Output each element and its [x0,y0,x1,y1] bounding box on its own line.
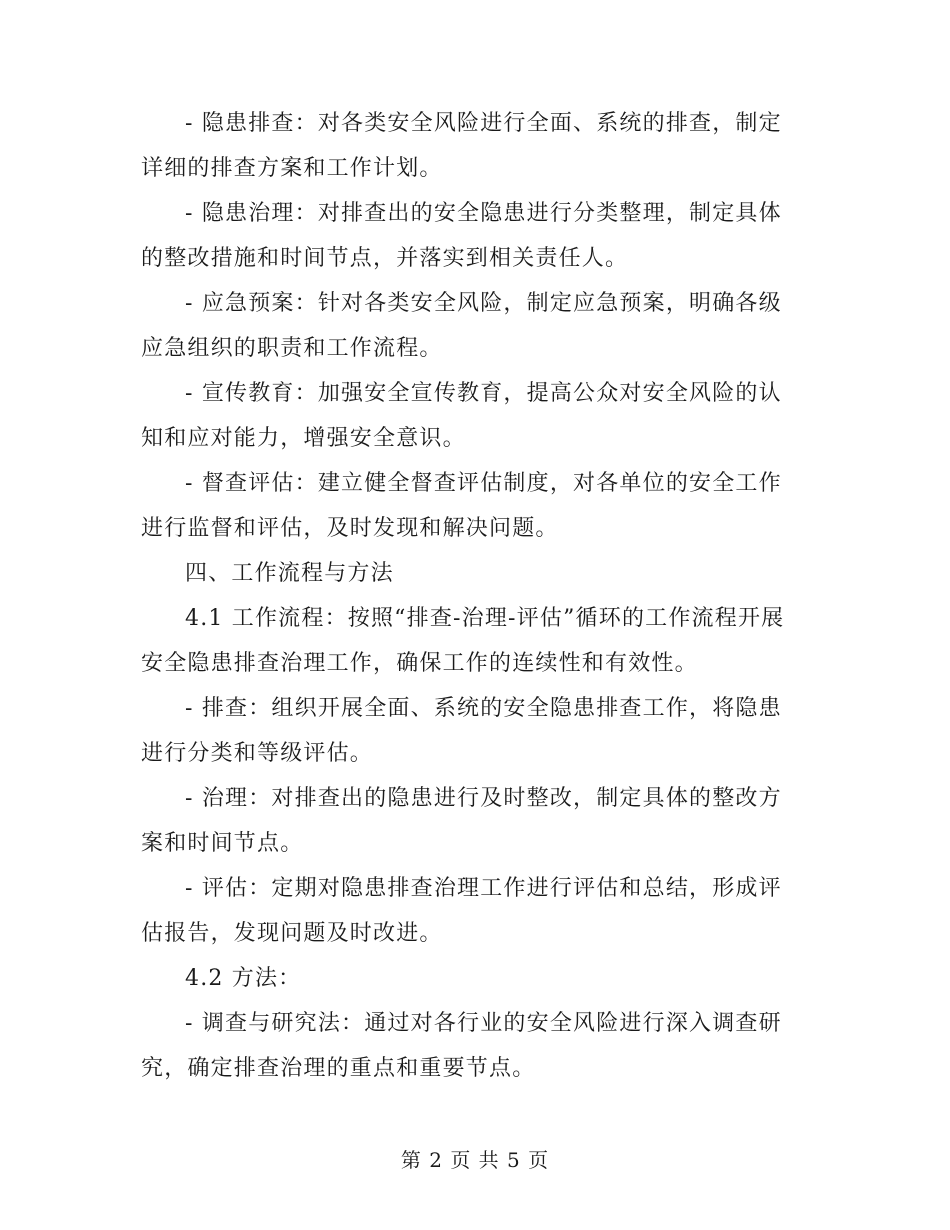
paragraph-hazard-inspection: - 隐患排查：对各类安全风险进行全面、系统的排查，制定详细的排查方案和工作计划。 [141,111,782,181]
paragraph-emergency-plan: - 应急预案：针对各类安全风险，制定应急预案，明确各级应急组织的职责和工作流程。 [141,291,782,361]
paragraph-supervision-evaluation: - 督查评估：建立健全督查评估制度，对各单位的安全工作进行监督和评估，及时发现和解决问题。 [141,471,782,541]
section-heading-workflow-methods: 四、工作流程与方法 [185,561,394,586]
paragraph-research-method: - 调查与研究法：通过对各行业的安全风险进行深入调查研究，确定排查治理的重点和重要节点。 [141,1011,782,1081]
paragraph-hazard-governance: - 隐患治理：对排查出的安全隐患进行分类整理，制定具体的整改措施和时间节点，并落实到相关责任人。 [141,201,782,271]
paragraph-publicity-education: - 宣传教育：加强安全宣传教育，提高公众对安全风险的认知和应对能力，增强安全意识。 [141,381,782,451]
subheading-methods: 4.2 方法： [185,966,302,991]
paragraph-workflow: 4.1 工作流程：按照“排查-治理-评估”循环的工作流程开展安全隐患排查治理工作，确保工作的连续性和有效性。 [141,606,785,676]
paragraph-evaluation-step: - 评估：定期对隐患排查治理工作进行评估和总结，形成评估报告，发现问题及时改进。 [141,876,782,946]
paragraph-governance-step: - 治理：对排查出的隐患进行及时整改，制定具体的整改方案和时间节点。 [141,786,782,856]
document-body [141,101,799,1091]
paragraph-inspection-step: - 排查：组织开展全面、系统的安全隐患排查工作，将隐患进行分类和等级评估。 [141,696,782,766]
page-number-footer: 第 2 页 共 5 页 [400,1148,550,1172]
